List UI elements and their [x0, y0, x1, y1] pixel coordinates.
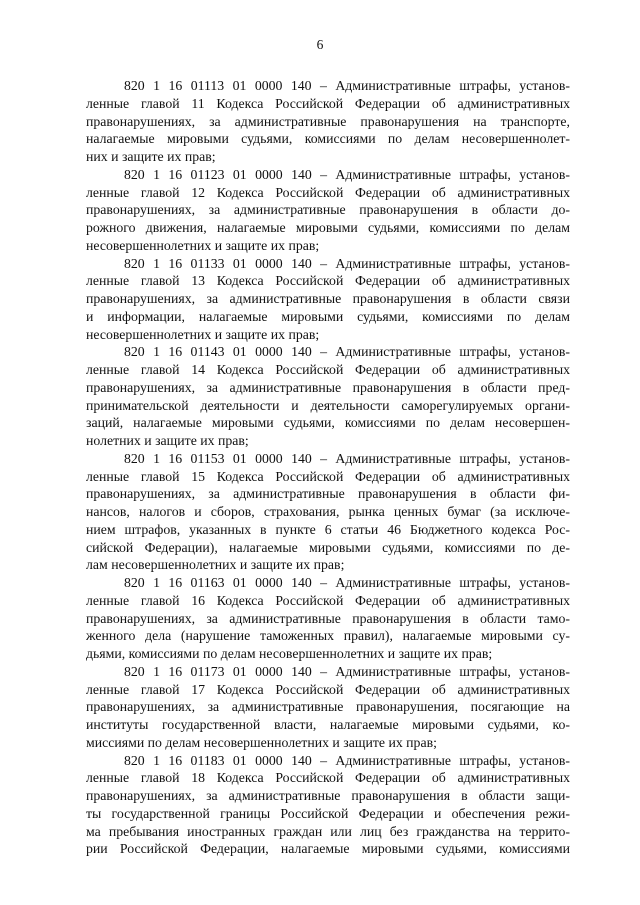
text-line: рожного движения, налагаемые мировыми судьями, комиссиями по делам — [86, 220, 570, 235]
paragraph — [86, 255, 570, 344]
text-line: правонарушениях, за административные правонарушения в области фи- — [86, 486, 570, 502]
text-line: правонарушениях, за административные правонарушения в области до- — [86, 202, 570, 218]
paragraph — [86, 166, 570, 255]
text-line: лам несовершеннолетних и защите их прав; — [86, 557, 345, 573]
text-line: 820 1 16 01133 01 0000 140 – Административные штрафы, установ- — [124, 255, 570, 271]
text-line: 820 1 16 01123 01 0000 140 – Административные штрафы, установ- — [124, 166, 570, 182]
text-line: несовершеннолетних и защите их прав; — [86, 326, 320, 342]
text-line: налагаемые мировыми судьями, комиссиями по делам несовершеннолет- — [86, 131, 570, 147]
text-line: женного дела (нарушение таможенных правил), налагаемые мировыми су- — [86, 628, 570, 644]
text-line: миссиями по делам несовершеннолетних и защите их прав; — [86, 734, 437, 750]
text-line: них и защите их прав; — [86, 149, 216, 164]
text-line: ленные главой 11 Кодекса Российской Федерации об административных — [86, 95, 570, 111]
text-line: нием штрафов, указанных в пункте 6 статьи 46 Бюджетного кодекса Рос- — [86, 521, 570, 537]
text-line: ленные главой 13 Кодекса Российской Федерации об административных — [86, 273, 570, 289]
paragraph — [86, 574, 570, 663]
text-line: 820 1 16 01153 01 0000 140 – Административные штрафы, установ- — [124, 450, 570, 466]
text-line: ленные главой 15 Кодекса Российской Федерации об административных — [86, 468, 570, 484]
text-line: правонарушениях, за административные правонарушения в области защи- — [86, 788, 570, 803]
text-line: институты государственной власти, налагаемые мировыми судьями, ко- — [86, 717, 570, 732]
text-line: ма пребывания иностранных граждан или лиц без гражданства на террито- — [86, 823, 570, 839]
text-line: 820 1 16 01143 01 0000 140 – Административные штрафы, установ- — [124, 344, 570, 360]
text-line: 820 1 16 01113 01 0000 140 – Административные штрафы, установ- — [124, 78, 570, 93]
paragraph — [86, 343, 570, 450]
text-line: дьями, комиссиями по делам несовершеннолетних и защите их прав; — [86, 646, 493, 661]
text-line: сийской Федерации), налагаемые мировыми судьями, комиссиями по де- — [86, 539, 570, 555]
text-line: правонарушениях, за административные правонарушения в области пред- — [86, 379, 570, 395]
text-line: заций, налагаемые мировыми судьями, комиссиями по делам несовершен- — [86, 415, 570, 431]
text-line: правонарушениях, за административные правонарушения в области тамо- — [86, 610, 570, 626]
text-line: 820 1 16 01163 01 0000 140 – Административные штрафы, установ- — [124, 575, 570, 590]
text-line: правонарушениях, за административные правонарушения, посягающие на — [86, 699, 570, 715]
text-line: 820 1 16 01183 01 0000 140 – Административные штрафы, установ- — [124, 752, 570, 768]
text-line: ленные главой 18 Кодекса Российской Федерации об административных — [86, 770, 570, 786]
text-line: правонарушениях, за административные правонарушения на транспорте, — [86, 113, 570, 129]
paragraph — [86, 450, 570, 574]
text-line: правонарушениях, за административные правонарушения в области связи — [86, 291, 570, 306]
paragraph — [86, 752, 570, 859]
text-line: ленные главой 16 Кодекса Российской Федерации об административных — [86, 592, 570, 608]
text-line: несовершеннолетних и защите их прав; — [86, 237, 320, 253]
text-line: нансов, налогов и сборов, страхования, рынка ценных бумаг (за исключе- — [86, 504, 570, 519]
text-line: принимательской деятельности и деятельности саморегулируемых органи- — [86, 397, 570, 413]
text-line: 820 1 16 01173 01 0000 140 – Административные штрафы, установ- — [124, 663, 570, 679]
text-line: ленные главой 14 Кодекса Российской Федерации об административных — [86, 362, 570, 377]
text-line: ты государственной границы Российской Федерации и обеспечения режи- — [86, 805, 570, 821]
text-line: нолетних и защите их прав; — [86, 433, 249, 448]
text-line: ленные главой 12 Кодекса Российской Федерации об административных — [86, 184, 570, 200]
paragraph — [86, 663, 570, 752]
text-line: рии Российской Федерации, налагаемые мировыми судьями, комиссиями — [86, 841, 570, 857]
document-body — [86, 77, 570, 858]
text-line: ленные главой 17 Кодекса Российской Федерации об административных — [86, 681, 570, 697]
page-number: 6 — [316, 37, 324, 52]
text-line: и информации, налагаемые мировыми судьями, комиссиями по делам — [86, 308, 570, 324]
paragraph — [86, 77, 570, 166]
